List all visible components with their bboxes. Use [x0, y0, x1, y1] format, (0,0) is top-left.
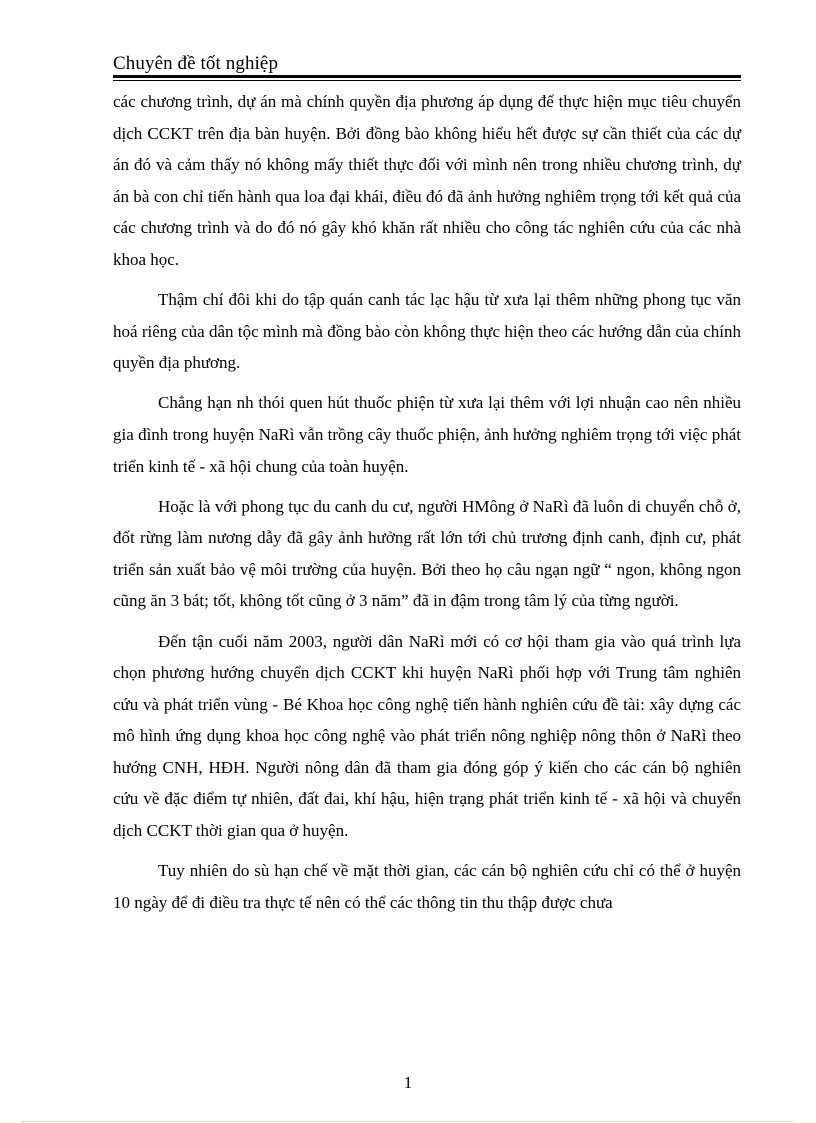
paragraph-continued: các chương trình, dự án mà chính quyền địa phương áp dụng để thực hiện mục tiêu chuyển dịch CCKT trên địa bàn huyện. Bởi đồng bào không hiểu hết được sự cần thiết của các dự án đó và cảm thấy nó không mấy thiết thực đối với mình nên trong nhiều chương trình, dự án bà con chỉ tiến hành qua loa đại khái, điều đó đã ảnh hưởng nghiêm trọng tới kết quả của các chương trình và do đó nó gây khó khăn rất nhiều cho công tác nghiên cứu của các nhà khoa học. [113, 92, 741, 269]
header-rule-thin [113, 80, 741, 81]
paragraph: Thậm chí đôi khi do tập quán canh tác lạc hậu từ xưa lại thêm những phong tục văn hoá riêng của dân tộc mình mà đồng bào còn không thực hiện theo các hướng dẫn của chính quyền địa phương. [113, 290, 741, 373]
paragraph: Đến tận cuối năm 2003, người dân NaRì mới có cơ hội tham gia vào quá trình lựa chọn phương hướng chuyển dịch CCKT khi huyện NaRì phối hợp với Trung tâm nghiên cứu và phát triển vùng - Bé Khoa học công nghệ tiến hành nghiên cứu đề tài: xây dựng các mô hình ứng dụng khoa học công nghệ vào phát triển nông nghiệp nông thôn ở NaRì theo hướng CNH, HĐH. Người nông dân đã tham gia đóng góp ý kiến cho các cán bộ nghiên cứu về đặc điểm tự nhiên, đất đai, khí hậu, hiện trạng phát triển kinh tế - xã hội và chuyển dịch CCKT thời gian qua ở huyện. [113, 631, 741, 841]
paragraph: Hoặc là với phong tục du canh du cư, người HMông ở NaRì đã luôn di chuyển chỗ ở, đốt rừng làm nương dẫy đã gây ảnh hưởng rất lớn tới chủ trương định canh, định cư, phát triển sản xuất bảo vệ môi trường của huyện. Bởi theo họ câu ngạn ngữ “ ngon, không ngon cũng ăn 3 bát; tốt, không tốt cũng ở 3 năm” đã in đậm trong tâm lý của từng người. [113, 496, 741, 611]
header-title: Chuyên đề tốt nghiệp [113, 53, 279, 74]
page-bottom-border [22, 1121, 794, 1122]
paragraph: Tuy nhiên do sù hạn chế về mặt thời gian, các cán bộ nghiên cứu chỉ có thể ở huyện 10 ngày để đi điều tra thực tế nên có thể các thông tin thu thập được chưa [113, 861, 741, 912]
paragraph: Chẳng hạn nh thói quen hút thuốc phiện từ xưa lại thêm với lợi nhuận cao nên nhiều gia đình trong huyện NaRì vẫn trồng cây thuốc phiện, ảnh hưởng nghiêm trọng tới việc phát triển kinh tế - xã hội chung của toàn huyện. [113, 393, 741, 476]
page-header [113, 52, 741, 76]
page-number: 1 [403, 1073, 413, 1092]
header-rule-thick [113, 75, 741, 78]
document-body [113, 86, 741, 927]
